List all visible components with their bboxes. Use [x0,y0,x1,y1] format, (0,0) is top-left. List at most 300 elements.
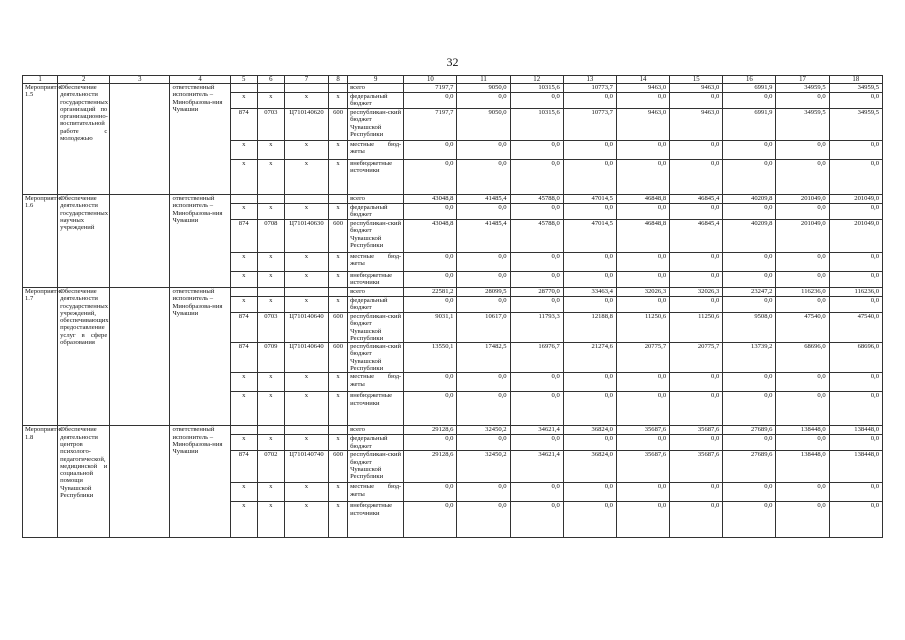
code-c8: x [329,373,348,392]
amount-cell: 0,0 [404,392,457,426]
amount-cell: 0,0 [723,392,776,426]
amount-cell: 0,0 [404,253,457,272]
amount-cell: 32026,3 [616,288,669,297]
amount-cell: 0,0 [776,204,829,220]
code-c7: x [284,253,328,272]
amount-cell: 13739,2 [723,343,776,373]
code-c8: 600 [329,343,348,373]
funding-source: федеральный бюджет [348,297,404,313]
amount-cell: 0,0 [723,502,776,538]
amount-cell: 13550,1 [404,343,457,373]
amount-cell: 9508,0 [723,313,776,343]
code-c5: x [230,483,257,502]
amount-cell: 0,0 [723,141,776,160]
amount-cell: 43048,8 [404,220,457,253]
amount-cell: 0,0 [404,204,457,220]
amount-cell: 0,0 [829,253,882,272]
amount-cell: 27689,6 [723,426,776,435]
amount-cell: 7197,7 [404,109,457,141]
code-c8: x [329,483,348,502]
amount-cell: 0,0 [829,297,882,313]
code-c6: x [257,204,284,220]
amount-cell: 0,0 [510,435,563,451]
column-header-14: 14 [616,76,669,84]
amount-cell: 0,0 [510,272,563,288]
code-c7: x [284,141,328,160]
amount-cell: 0,0 [457,204,510,220]
amount-cell: 47014,5 [563,195,616,204]
code-c7 [284,288,328,297]
amount-cell: 6991,9 [723,109,776,141]
code-c8: 600 [329,220,348,253]
amount-cell: 0,0 [563,253,616,272]
amount-cell: 116236,0 [776,288,829,297]
amount-cell: 10315,6 [510,84,563,93]
code-c8: x [329,435,348,451]
funding-source: всего [348,195,404,204]
code-c7: x [284,373,328,392]
code-c5: x [230,297,257,313]
amount-cell: 0,0 [457,93,510,109]
amount-cell: 10315,6 [510,109,563,141]
amount-cell: 0,0 [670,435,723,451]
amount-cell: 0,0 [776,160,829,195]
code-c5 [230,195,257,204]
amount-cell: 0,0 [670,483,723,502]
code-c6: 0709 [257,343,284,373]
amount-cell: 7197,7 [404,84,457,93]
amount-cell: 201049,0 [829,195,882,204]
code-c7: x [284,272,328,288]
amount-cell: 0,0 [563,392,616,426]
budget-table-wrapper [22,75,883,538]
responsible-executor: ответственный исполнитель – Минобразова-ния Чувашии [170,426,230,538]
code-c8: x [329,502,348,538]
measure-id: Мероприятие 1.7 [23,288,58,426]
amount-cell: 9463,0 [670,109,723,141]
code-c8 [329,426,348,435]
funding-source: местные бюд-жеты [348,141,404,160]
amount-cell: 138448,0 [829,426,882,435]
measure-id: Мероприятие 1.6 [23,195,58,288]
amount-cell: 0,0 [616,373,669,392]
column-header-16: 16 [723,76,776,84]
amount-cell: 45788,0 [510,195,563,204]
amount-cell: 0,0 [776,392,829,426]
code-c7: Ц710140630 [284,220,328,253]
amount-cell: 116236,0 [829,288,882,297]
amount-cell: 0,0 [616,502,669,538]
amount-cell: 35687,6 [616,426,669,435]
funding-source: федеральный бюджет [348,93,404,109]
amount-cell: 0,0 [776,253,829,272]
amount-cell: 6991,9 [723,84,776,93]
amount-cell: 0,0 [776,373,829,392]
table-row [23,426,883,435]
code-c5: 874 [230,109,257,141]
funding-source: республикан-ский бюджет Чувашской Республики [348,313,404,343]
amount-cell: 46848,8 [616,220,669,253]
amount-cell: 0,0 [510,141,563,160]
code-c8: x [329,93,348,109]
page-number: 32 [446,55,459,69]
measure-name: Обеспечение деятельности государственных организаций по организационно-воспитательной работе с молодежью [58,84,110,195]
code-c7: Ц710140640 [284,313,328,343]
amount-cell: 0,0 [616,272,669,288]
amount-cell: 46848,8 [616,195,669,204]
amount-cell: 0,0 [510,502,563,538]
code-c8: 600 [329,109,348,141]
amount-cell: 0,0 [404,435,457,451]
column-header-11: 11 [457,76,510,84]
code-c6: x [257,297,284,313]
amount-cell: 27689,6 [723,451,776,483]
amount-cell: 0,0 [723,272,776,288]
amount-cell: 28770,0 [510,288,563,297]
amount-cell: 0,0 [510,297,563,313]
amount-cell: 9031,1 [404,313,457,343]
code-c5: x [230,93,257,109]
amount-cell: 34621,4 [510,426,563,435]
amount-cell: 28099,5 [457,288,510,297]
code-c6: x [257,253,284,272]
funding-source: всего [348,426,404,435]
amount-cell: 201049,0 [829,220,882,253]
amount-cell: 0,0 [404,272,457,288]
column-header-9: 9 [348,76,404,84]
amount-cell: 11250,6 [616,313,669,343]
amount-cell: 0,0 [404,297,457,313]
amount-cell: 0,0 [829,502,882,538]
column-header-15: 15 [670,76,723,84]
amount-cell: 0,0 [723,483,776,502]
amount-cell: 0,0 [670,204,723,220]
code-c6: x [257,141,284,160]
amount-cell: 40209,8 [723,220,776,253]
column-header-5: 5 [230,76,257,84]
amount-cell: 16976,7 [510,343,563,373]
amount-cell: 0,0 [563,272,616,288]
amount-cell: 0,0 [563,483,616,502]
code-c8 [329,288,348,297]
code-c5: 874 [230,451,257,483]
amount-cell: 0,0 [829,392,882,426]
table-body [23,76,883,538]
amount-cell: 10617,0 [457,313,510,343]
column-header-6: 6 [257,76,284,84]
funding-source: федеральный бюджет [348,435,404,451]
amount-cell: 35687,6 [670,451,723,483]
code-c5: 874 [230,220,257,253]
amount-cell: 0,0 [404,483,457,502]
code-c8: x [329,204,348,220]
code-c6: x [257,373,284,392]
funding-source: местные бюд-жеты [348,373,404,392]
amount-cell: 0,0 [776,483,829,502]
funding-source: республикан-ский бюджет Чувашской Республики [348,109,404,141]
budget-table [22,75,883,538]
amount-cell: 21274,6 [563,343,616,373]
code-c5: 874 [230,343,257,373]
code-c7 [284,84,328,93]
column-header-18: 18 [829,76,882,84]
column-header-4: 4 [170,76,230,84]
code-c8 [329,195,348,204]
code-c8: x [329,141,348,160]
code-c7: x [284,204,328,220]
column-header-12: 12 [510,76,563,84]
amount-cell: 34959,5 [776,109,829,141]
funding-source: федеральный бюджет [348,204,404,220]
amount-cell: 0,0 [563,160,616,195]
amount-cell: 0,0 [829,141,882,160]
amount-cell: 0,0 [723,435,776,451]
amount-cell: 138448,0 [829,451,882,483]
code-c8: 600 [329,451,348,483]
amount-cell: 201049,0 [776,220,829,253]
amount-cell: 36824,0 [563,426,616,435]
amount-cell: 35687,6 [616,451,669,483]
amount-cell: 0,0 [510,392,563,426]
amount-cell: 0,0 [723,160,776,195]
amount-cell: 0,0 [510,373,563,392]
column-header-8: 8 [329,76,348,84]
code-c6 [257,426,284,435]
code-c5: x [230,373,257,392]
responsible-executor: ответственный исполнитель – Минобразова-ния Чувашии [170,84,230,195]
empty-cell [110,84,170,195]
amount-cell: 0,0 [457,435,510,451]
amount-cell: 0,0 [670,93,723,109]
amount-cell: 0,0 [563,297,616,313]
amount-cell: 0,0 [616,483,669,502]
table-row [23,288,883,297]
amount-cell: 0,0 [670,160,723,195]
funding-source: республикан-ский бюджет Чувашской Республики [348,451,404,483]
amount-cell: 68696,0 [829,343,882,373]
amount-cell: 0,0 [670,272,723,288]
amount-cell: 0,0 [404,93,457,109]
amount-cell: 0,0 [670,373,723,392]
funding-source: республикан-ский бюджет Чувашской Республики [348,343,404,373]
amount-cell: 0,0 [457,141,510,160]
amount-cell: 0,0 [776,272,829,288]
amount-cell: 0,0 [563,502,616,538]
amount-cell: 46845,4 [670,195,723,204]
column-header-1: 1 [23,76,58,84]
funding-source: внебюджетные источники [348,160,404,195]
responsible-executor: ответственный исполнитель – Минобразова-ния Чувашии [170,195,230,288]
measure-name: Обеспечение деятельности государственных научных учреждений [58,195,110,288]
amount-cell: 0,0 [670,141,723,160]
code-c5 [230,288,257,297]
table-row [23,195,883,204]
code-c8: x [329,253,348,272]
amount-cell: 9463,0 [616,84,669,93]
amount-cell: 0,0 [563,93,616,109]
column-header-10: 10 [404,76,457,84]
amount-cell: 0,0 [723,297,776,313]
amount-cell: 20775,7 [670,343,723,373]
amount-cell: 0,0 [404,502,457,538]
funding-source: внебюджетные источники [348,272,404,288]
amount-cell: 0,0 [723,204,776,220]
code-c6: 0702 [257,451,284,483]
measure-name: Обеспечение деятельности центров психолого-педагогической, медицинской и социальной помощи Чувашской Республики [58,426,110,538]
column-number-row [23,76,883,84]
amount-cell: 0,0 [616,392,669,426]
code-c6 [257,195,284,204]
amount-cell: 0,0 [510,204,563,220]
amount-cell: 0,0 [404,141,457,160]
code-c7: x [284,160,328,195]
amount-cell: 0,0 [723,373,776,392]
amount-cell: 43048,8 [404,195,457,204]
amount-cell: 68696,0 [776,343,829,373]
measure-id: Мероприятие 1.8 [23,426,58,538]
funding-source: всего [348,84,404,93]
code-c5 [230,84,257,93]
amount-cell: 36824,0 [563,451,616,483]
amount-cell: 0,0 [404,373,457,392]
amount-cell: 0,0 [776,141,829,160]
code-c6: 0708 [257,220,284,253]
column-header-3: 3 [110,76,170,84]
amount-cell: 138448,0 [776,426,829,435]
code-c7: x [284,392,328,426]
amount-cell: 0,0 [616,297,669,313]
amount-cell: 0,0 [457,160,510,195]
amount-cell: 0,0 [510,160,563,195]
amount-cell: 138448,0 [776,451,829,483]
amount-cell: 0,0 [510,483,563,502]
amount-cell: 35687,6 [670,426,723,435]
code-c6: 0703 [257,313,284,343]
amount-cell: 34621,4 [510,451,563,483]
code-c8: x [329,160,348,195]
code-c6 [257,288,284,297]
amount-cell: 47014,5 [563,220,616,253]
code-c5: x [230,392,257,426]
amount-cell: 0,0 [829,93,882,109]
amount-cell: 0,0 [563,373,616,392]
amount-cell: 41485,4 [457,195,510,204]
code-c6: x [257,392,284,426]
amount-cell: 32450,2 [457,451,510,483]
empty-cell [110,288,170,426]
code-c7: x [284,297,328,313]
code-c5: x [230,204,257,220]
code-c8: x [329,392,348,426]
empty-cell [110,426,170,538]
measure-name: Обеспечение деятельности государственных учреждений, обеспечивающих предоставление услуг в сфере образования [58,288,110,426]
amount-cell: 201049,0 [776,195,829,204]
code-c7 [284,426,328,435]
amount-cell: 0,0 [457,297,510,313]
amount-cell: 9050,0 [457,109,510,141]
amount-cell: 11793,3 [510,313,563,343]
amount-cell: 9463,0 [616,109,669,141]
amount-cell: 22581,2 [404,288,457,297]
amount-cell: 0,0 [723,93,776,109]
code-c5: x [230,141,257,160]
amount-cell: 0,0 [457,392,510,426]
amount-cell: 47540,0 [829,313,882,343]
table-row [23,84,883,93]
amount-cell: 0,0 [670,253,723,272]
amount-cell: 0,0 [563,204,616,220]
code-c8: x [329,272,348,288]
code-c5: x [230,253,257,272]
amount-cell: 0,0 [616,160,669,195]
code-c5: 874 [230,313,257,343]
amount-cell: 0,0 [616,93,669,109]
amount-cell: 32026,3 [670,288,723,297]
amount-cell: 10773,7 [563,84,616,93]
amount-cell: 23247,2 [723,288,776,297]
amount-cell: 46845,4 [670,220,723,253]
amount-cell: 0,0 [829,373,882,392]
amount-cell: 0,0 [563,435,616,451]
amount-cell: 34959,5 [776,84,829,93]
amount-cell: 9463,0 [670,84,723,93]
amount-cell: 0,0 [829,435,882,451]
column-header-17: 17 [776,76,829,84]
code-c8: x [329,297,348,313]
amount-cell: 0,0 [457,272,510,288]
column-header-7: 7 [284,76,328,84]
amount-cell: 9050,0 [457,84,510,93]
amount-cell: 33463,4 [563,288,616,297]
funding-source: внебюджетные источники [348,502,404,538]
amount-cell: 0,0 [457,373,510,392]
amount-cell: 40209,8 [723,195,776,204]
amount-cell: 0,0 [510,253,563,272]
amount-cell: 0,0 [776,502,829,538]
amount-cell: 0,0 [776,435,829,451]
amount-cell: 34959,5 [829,84,882,93]
funding-source: всего [348,288,404,297]
funding-source: местные бюд-жеты [348,253,404,272]
code-c7 [284,195,328,204]
amount-cell: 0,0 [616,253,669,272]
amount-cell: 0,0 [510,93,563,109]
amount-cell: 10773,7 [563,109,616,141]
column-header-2: 2 [58,76,110,84]
amount-cell: 12188,8 [563,313,616,343]
amount-cell: 0,0 [829,160,882,195]
code-c5: x [230,272,257,288]
amount-cell: 32450,2 [457,426,510,435]
funding-source: местные бюд-жеты [348,483,404,502]
code-c7: Ц710140740 [284,451,328,483]
amount-cell: 0,0 [616,435,669,451]
amount-cell: 41485,4 [457,220,510,253]
amount-cell: 0,0 [457,483,510,502]
column-header-13: 13 [563,76,616,84]
code-c6: x [257,435,284,451]
amount-cell: 0,0 [457,253,510,272]
funding-source: республикан-ский бюджет Чувашской Республики [348,220,404,253]
amount-cell: 0,0 [670,392,723,426]
amount-cell: 20775,7 [616,343,669,373]
code-c6: 0703 [257,109,284,141]
responsible-executor: ответственный исполнитель – Минобразова-ния Чувашии [170,288,230,426]
code-c7: x [284,483,328,502]
amount-cell: 0,0 [616,204,669,220]
code-c7: Ц710140620 [284,109,328,141]
amount-cell: 0,0 [776,297,829,313]
